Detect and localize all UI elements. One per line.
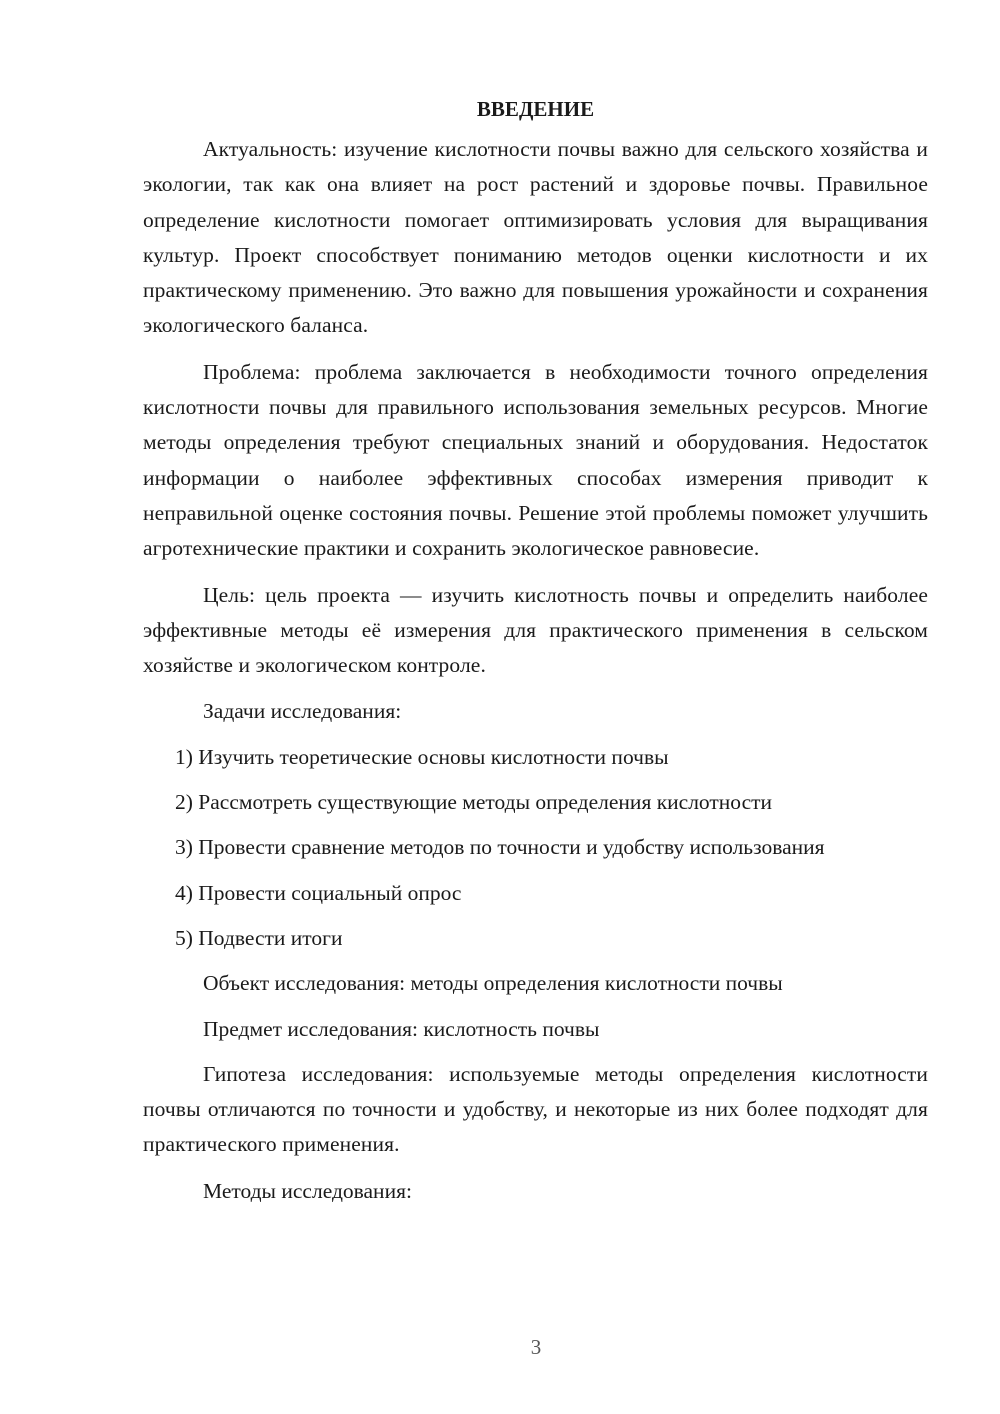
- methods-heading: Методы исследования:: [203, 1178, 412, 1203]
- task-item: 1) Изучить теоретические основы кислотности почвы: [175, 744, 669, 769]
- goal-paragraph: Цель: цель проекта — изучить кислотность почвы и определить наиболее эффективные методы её измерения для практического применения в сельском хозяйстве и экологическом контроле.: [143, 582, 928, 678]
- tasks-heading: Задачи исследования:: [203, 699, 402, 724]
- page-title: ВВЕДЕНИЕ: [476, 97, 595, 121]
- problem-paragraph: Проблема: проблема заключается в необходимости точного определения кислотности почвы для правильного использования земельных ресурсов. Многие методы определения требуют специальных знаний и оборудования. Недостаток информации о наиболее эффективных способах измерения приводит к неправильной оценке состояния почвы. Решение этой проблемы поможет улучшить агротехнические практики и сохранить экологическое равновесие.: [143, 359, 928, 561]
- task-item: 4) Провести социальный опрос: [175, 880, 462, 905]
- task-item: 2) Рассмотреть существующие методы определения кислотности: [175, 790, 773, 815]
- page-number: 3: [530, 1335, 542, 1359]
- subject-paragraph: Предмет исследования: кислотность почвы: [203, 1016, 600, 1041]
- task-item: 5) Подвести итоги: [175, 925, 343, 950]
- task-item: 3) Провести сравнение методов по точности и удобству использования: [175, 835, 825, 860]
- tasks-list: [143, 740, 928, 956]
- hypothesis-paragraph: Гипотеза исследования: используемые методы определения кислотности почвы отличаются по точности и удобству, и некоторые из них более подходят для практического применения.: [143, 1061, 928, 1157]
- object-paragraph: Объект исследования: методы определения кислотности почвы: [203, 971, 783, 996]
- relevance-paragraph: Актуальность: изучение кислотности почвы важно для сельского хозяйства и экологии, так как она влияет на рост растений и здоровье почвы. Правильное определение кислотности помогает оптимизировать условия для выращивания культур. Проект способствует пониманию методов оценки кислотности и их практическому применению. Это важно для повышения урожайности и сохранения экологического баланса.: [143, 137, 928, 338]
- document-page: [143, 92, 928, 1219]
